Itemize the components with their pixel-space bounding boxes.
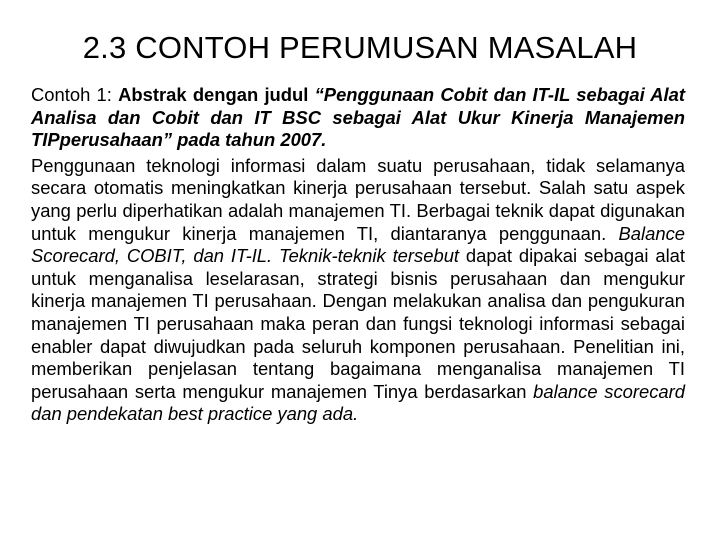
abstract-intro: Abstrak dengan judul xyxy=(118,84,315,105)
slide-title: 2.3 CONTOH PERUMUSAN MASALAH xyxy=(82,30,638,65)
abstract-italic-part-2: balance scorecard dan pendekatan best practice yang ada. xyxy=(31,380,686,425)
example-paragraph xyxy=(31,84,685,152)
abstract-text-part-1: Penggunaan teknologi informasi dalam suatu perusahaan, tidak selamanya secara otomatis meningkatkan kinerja perusahaan tersebut. Salah satu aspek yang perlu diperhatikan adalah manajemen TI. Berbagai teknik dapat digunakan untuk mengukur kinerja manajemen TI, diantaranya penggunaan. xyxy=(31,154,685,244)
research-title: “Penggunaan Cobit dan IT-IL sebagai Alat Analisa dan Cobit dan IT BSC sebagai Alat Ukur Kinerja Manajemen TIPperusahaan” pada tahun 2007. xyxy=(31,84,686,151)
example-label: Contoh 1: xyxy=(31,84,119,105)
abstract-paragraph xyxy=(31,155,685,426)
slide-body xyxy=(31,84,685,426)
abstract-text-part-2: dapat dipakai sebagai alat untuk menganalisa leselarasan, strategi bisnis perusahaan dan mengukur kinerja manajemen TI perusahaan. Dengan melakukan analisa dan pengukuran manajemen TI perusahaan maka peran dan fungsi teknologi informasi sebagai enabler dapat diwujudkan pada seluruh komponen perusahaan. Penelitian ini, memberikan penjelasan tentang bagaimana menganalisa manajemen TI perusahaan serta mengukur manajemen Tinya berdasarkan xyxy=(31,245,685,402)
abstract-italic-part-1: Balance Scorecard, COBIT, dan IT-IL. Teknik-teknik tersebut xyxy=(31,222,685,267)
